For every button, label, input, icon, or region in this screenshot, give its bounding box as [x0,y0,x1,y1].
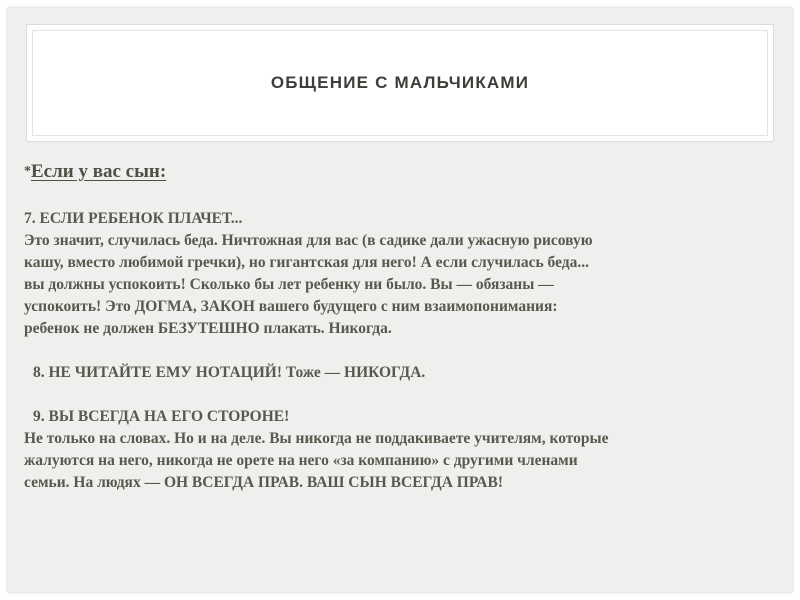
section-7-heading: 7. ЕСЛИ РЕБЕНОК ПЛАЧЕТ... [24,210,243,227]
section-7-line-3: вы должны успокоить! Сколько бы лет ребенку ни было. Вы — обязаны — [24,276,554,293]
section-9-line-3: семьи. На людях — ОН ВСЕГДА ПРАВ. ВАШ СЫН ВСЕГДА ПРАВ! [24,474,503,491]
section-9 [24,406,784,494]
subheading-text: Если у вас сын: [31,161,167,182]
section-7-line-4: успокоить! Это ДОГМА, ЗАКОН вашего будущего с ним взаимопонимания: [24,298,558,315]
section-8 [24,362,784,384]
section-7-line-2: кашу, вместо любимой гречки), но гигантская для него! А если случилась беда... [24,254,589,271]
section-9-heading: 9. ВЫ ВСЕГДА НА ЕГО СТОРОНЕ! [33,408,290,425]
section-7 [24,208,784,340]
section-8-heading: 8. НЕ ЧИТАЙТЕ ЕМУ НОТАЦИЙ! Тоже — НИКОГДА. [33,364,426,381]
title-box [26,24,774,142]
section-7-line-1: Это значит, случилась беда. Ничтожная для вас (в садике дали ужасную рисовую [24,232,593,249]
spacer [24,384,784,406]
subheading [24,160,784,184]
spacer [24,340,784,362]
slide-title: ОБЩЕНИЕ С МАЛЬЧИКАМИ [270,73,530,92]
section-9-line-2: жалуются на него, никогда не орете на него «за компанию» с другими членами [24,452,578,469]
section-9-line-1: Не только на словах. Но и на деле. Вы никогда не поддакиваете учителям, которые [24,430,609,447]
slide [8,8,792,592]
section-7-line-5: ребенок не должен БЕЗУТЕШНО плакать. Никогда. [24,320,392,337]
slide-content [24,160,784,494]
bullet-marker: * [24,164,31,179]
